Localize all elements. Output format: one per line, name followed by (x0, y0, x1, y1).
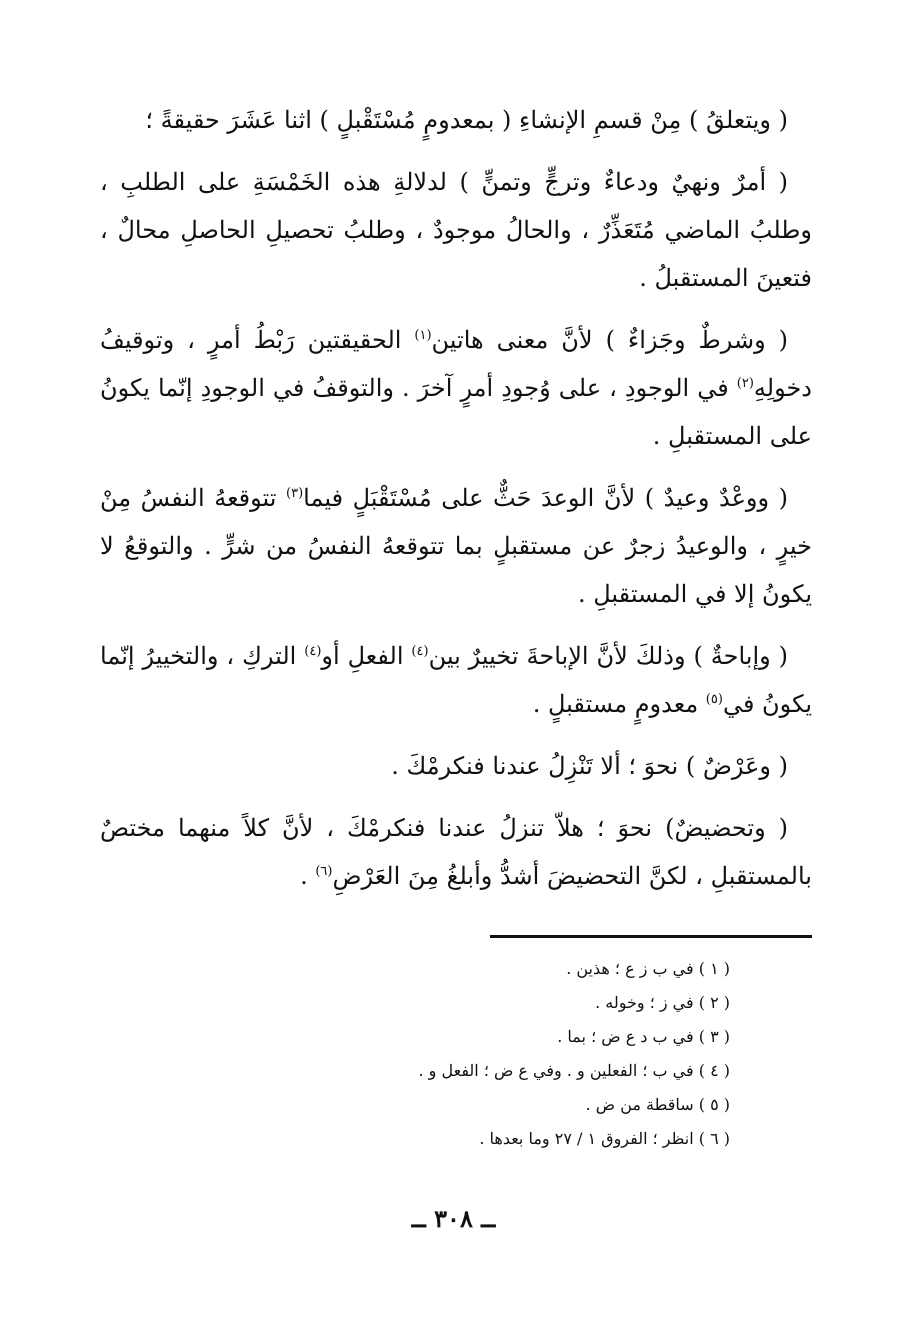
footnote: ( ١ ) في ب ز ع ؛ هذين . (566, 959, 730, 978)
footnote: ( ٢ ) في ز ؛ وخوله . (595, 993, 730, 1012)
footnote: ( ٦ ) انظر ؛ الفروق ١ / ٢٧ وما بعدها . (479, 1129, 730, 1148)
paragraph-text: . (300, 862, 316, 890)
footnote-marker: (٤) (411, 644, 429, 659)
paragraph-text: ( وإباحةٌ ) وذلكَ لأنَّ الإباحةَ تخييرٌ بين (428, 642, 789, 670)
paragraph-text: ( وتحضيضٌ) نحوَ ؛ هلاّ تنزلُ عندنا فنكرمْكَ ، لأنَّ كلاً منهما مختصٌ بالمستقبلِ ، لكنَّ التحضيضَ أشدُّ وأبلغُ مِنَ العَرْضِ (100, 814, 812, 890)
paragraph (100, 474, 812, 618)
footnote-divider (490, 935, 812, 938)
paragraph (100, 742, 812, 790)
footnote: ( ٥ ) ساقطة من ض . (585, 1095, 730, 1114)
footnote-marker: (٥) (705, 692, 723, 707)
footnote-marker: (٦) (315, 864, 333, 879)
footnote-marker: (١) (414, 328, 432, 343)
footnote: ( ٤ ) في ب ؛ الفعلين و . وفي ع ض ؛ الفعل و . (418, 1061, 730, 1080)
paragraph-text: الفعلِ أو (321, 642, 412, 670)
paragraph-text: تتوقعهُ النفسُ مِنْ خيرٍ ، والوعيدُ زجرٌ عن مستقبلٍ بما تتوقعهُ النفسُ من شرٍّ . والتوقعُ لا يكونُ إلا في المستقبلِ . (100, 484, 812, 608)
main-text-body (100, 96, 812, 914)
paragraph-text: معدومٍ مستقبلٍ . (532, 690, 706, 718)
paragraph (100, 804, 812, 900)
footnote: ( ٣ ) في ب د ع ض ؛ بما . (557, 1027, 730, 1046)
footnote-marker: (٣) (286, 486, 304, 501)
paragraph-text: في الوجودِ ، على وُجودِ أمرٍ آخرَ . والتوقفُ في الوجودِ إنّما يكونُ على المستقبلِ . (100, 374, 812, 450)
paragraph-text: التركِ ، والتخييرُ إنّما يكونُ في (100, 642, 812, 718)
paragraph-text: ( وعَرْضٌ ) نحوَ ؛ ألا تَنْزِلُ عندنا فنكرمْكَ . (391, 752, 788, 780)
paragraph (100, 96, 812, 144)
paragraph-text: ( أمرٌ ونهيٌ ودعاءٌ وترجٍّ وتمنٍّ ) لدلالةِ هذه الخَمْسَةِ على الطلبِ ، وطلبُ الماضي مُتَعَذِّرٌ ، والحالُ موجودٌ ، وطلبُ تحصيلِ الحاصلِ محالٌ ، فتعينَ المستقبلُ . (100, 168, 812, 292)
paragraph-text: الحقيقتين رَبْطُ أمرٍ ، وتوقيفُ دخولِهِ (100, 326, 812, 402)
paragraph (100, 632, 812, 728)
paragraph-text: ( ويتعلقُ ) مِنْ قسمِ الإنشاءِ ( بمعدومٍ مُسْتَقْبلٍ ) اثنا عَشَرَ حقيقةً ؛ (145, 106, 788, 134)
footnotes-section (350, 952, 730, 1156)
paragraph (100, 316, 812, 460)
page-number: ــ ٣٠٨ ــ (411, 1204, 496, 1233)
footnote-marker: (٤) (304, 644, 322, 659)
paragraph (100, 158, 812, 302)
paragraph-text: ( ووعْدٌ وعيدٌ ) لأنَّ الوعدَ حَثٌّ على مُسْتَقْبَلٍ فيما (303, 484, 788, 512)
footnote-marker: (٢) (736, 376, 754, 391)
paragraph-text: ( وشرطٌ وجَزاءٌ ) لأنَّ معنى هاتين (431, 326, 788, 354)
